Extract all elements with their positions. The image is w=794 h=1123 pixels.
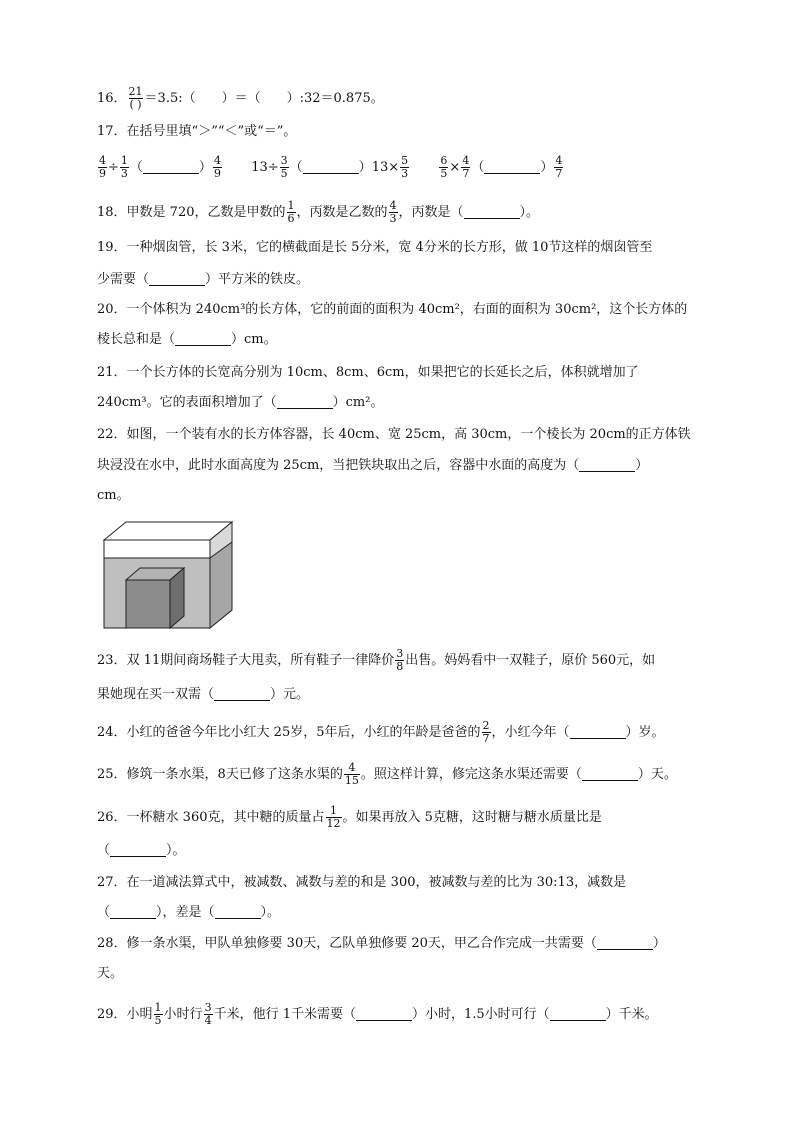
answer-blank[interactable] bbox=[215, 905, 261, 919]
question-19-line2: 少需要（ ）平方米的铁皮。 bbox=[97, 272, 310, 287]
answer-blank[interactable] bbox=[570, 725, 626, 739]
container-front-upper bbox=[104, 540, 210, 558]
container-figure bbox=[100, 518, 240, 638]
question-27-line2: （ ），差是（ ）。 bbox=[97, 905, 281, 920]
question-22-line3: cm。 bbox=[97, 488, 130, 503]
answer-blank[interactable] bbox=[356, 1007, 412, 1021]
answer-blank[interactable] bbox=[303, 160, 359, 174]
question-21-line2: 240cm³。它的表面积增加了（ ）cm²。 bbox=[97, 395, 384, 410]
answer-blank[interactable] bbox=[582, 767, 638, 781]
answer-blank[interactable] bbox=[175, 332, 231, 346]
answer-blank[interactable] bbox=[579, 458, 635, 472]
answer-blank[interactable] bbox=[484, 160, 540, 174]
question-16: 16． $\frac{21}{( )}$ ＝3.5:（ ）＝（ ）:32＝0.875。 bbox=[97, 85, 384, 111]
question-27: 27．在一道减法算式中，被减数、减数与差的和是 300，被减数与差的比为 30:13，减数是 bbox=[97, 875, 627, 890]
question-29: 29．小明 $\frac{1}{5}$ 小时行 $\frac{3}{4}$ 千米，他行 1千米需要（ ）小时，1.5小时可行（ ）千米。 bbox=[97, 1001, 658, 1027]
question-18: 18．甲数是 720，乙数是甲数的 $\frac{1}{6}$ ，丙数是乙数的 $\frac{4}{3}$ ，丙数是（ ）。 bbox=[97, 199, 540, 225]
answer-blank[interactable] bbox=[277, 395, 333, 409]
question-19: 19．一种烟囱管，长 3米，它的横截面是长 5分米，宽 4分米的长方形，做 10节这样的烟囱管至 bbox=[97, 240, 653, 255]
question-25: 25．修筑一条水渠，8天已修了这条水渠的 $\frac{4}{15}$ 。照这样计算，修完这条水渠还需要（ ）天。 bbox=[97, 761, 677, 787]
expression-1: $\frac{4}{9}$ ÷ $\frac{1}{3}$ （ ） $\frac{4}{9}$ bbox=[99, 154, 221, 180]
question-26-line2: （ ）。 bbox=[97, 843, 186, 858]
question-28-line2: 天。 bbox=[97, 966, 124, 981]
question-23-line2: 果她现在买一双需（ ）元。 bbox=[97, 687, 310, 702]
question-17: 17．在括号里填“＞”“＜”或“＝”。 bbox=[97, 124, 297, 139]
question-22: 22．如图，一个装有水的长方体容器，长 40cm、宽 25cm，高 30cm，一个棱长为 20cm的正方体铁 bbox=[97, 427, 691, 442]
answer-blank[interactable] bbox=[597, 936, 653, 950]
expression-2: 13÷ $\frac{3}{5}$ （ ）13× $\frac{5}{3}$ bbox=[251, 154, 409, 180]
question-20-line2: 棱长总和是（ ）cm。 bbox=[97, 332, 277, 347]
answer-blank[interactable] bbox=[110, 905, 156, 919]
expression-3: $\frac{6}{5}$ × $\frac{4}{7}$ （ ） $\frac{4}{7}$ bbox=[440, 154, 563, 180]
question-22-line2: 块浸没在水中，此时水面高度为 25cm，当把铁块取出之后，容器中水面的高度为（ ） bbox=[97, 458, 649, 473]
answer-blank[interactable] bbox=[149, 272, 205, 286]
question-23: 23．双 11期间商场鞋子大甩卖，所有鞋子一律降价 $\frac{3}{8}$ 出售。妈妈看中一双鞋子，原价 560元，如 bbox=[97, 647, 656, 673]
answer-blank[interactable] bbox=[214, 687, 270, 701]
question-26: 26．一杯糖水 360克，其中糖的质量占 $\frac{1}{12}$ 。如果再放入 5克糖，这时糖与糖水质量比是 bbox=[97, 804, 602, 830]
question-24: 24．小红的爸爸今年比小红大 25岁，5年后，小红的年龄是爸爸的 $\frac{2}{7}$ ，小红今年（ ）岁。 bbox=[97, 719, 665, 745]
answer-blank[interactable] bbox=[550, 1007, 606, 1021]
answer-blank[interactable] bbox=[143, 160, 199, 174]
answer-blank[interactable] bbox=[464, 205, 520, 219]
question-17-expressions bbox=[97, 155, 564, 180]
question-21: 21．一个长方体的长宽高分别为 10cm、8cm、6cm，如果把它的长延长之后，体积就增加了 bbox=[97, 365, 639, 380]
question-20: 20．一个体积为 240cm³的长方体，它的前面的面积为 40cm²，右面的面积为 30cm²，这个长方体的 bbox=[97, 302, 688, 317]
fraction: $\frac{21}{( )}$ bbox=[128, 85, 143, 111]
cube-front bbox=[126, 580, 170, 628]
question-28: 28．修一条水渠，甲队单独修要 30天，乙队单独修要 20天，甲乙合作完成一共需要（ ） bbox=[97, 936, 666, 951]
answer-blank[interactable] bbox=[110, 843, 166, 857]
